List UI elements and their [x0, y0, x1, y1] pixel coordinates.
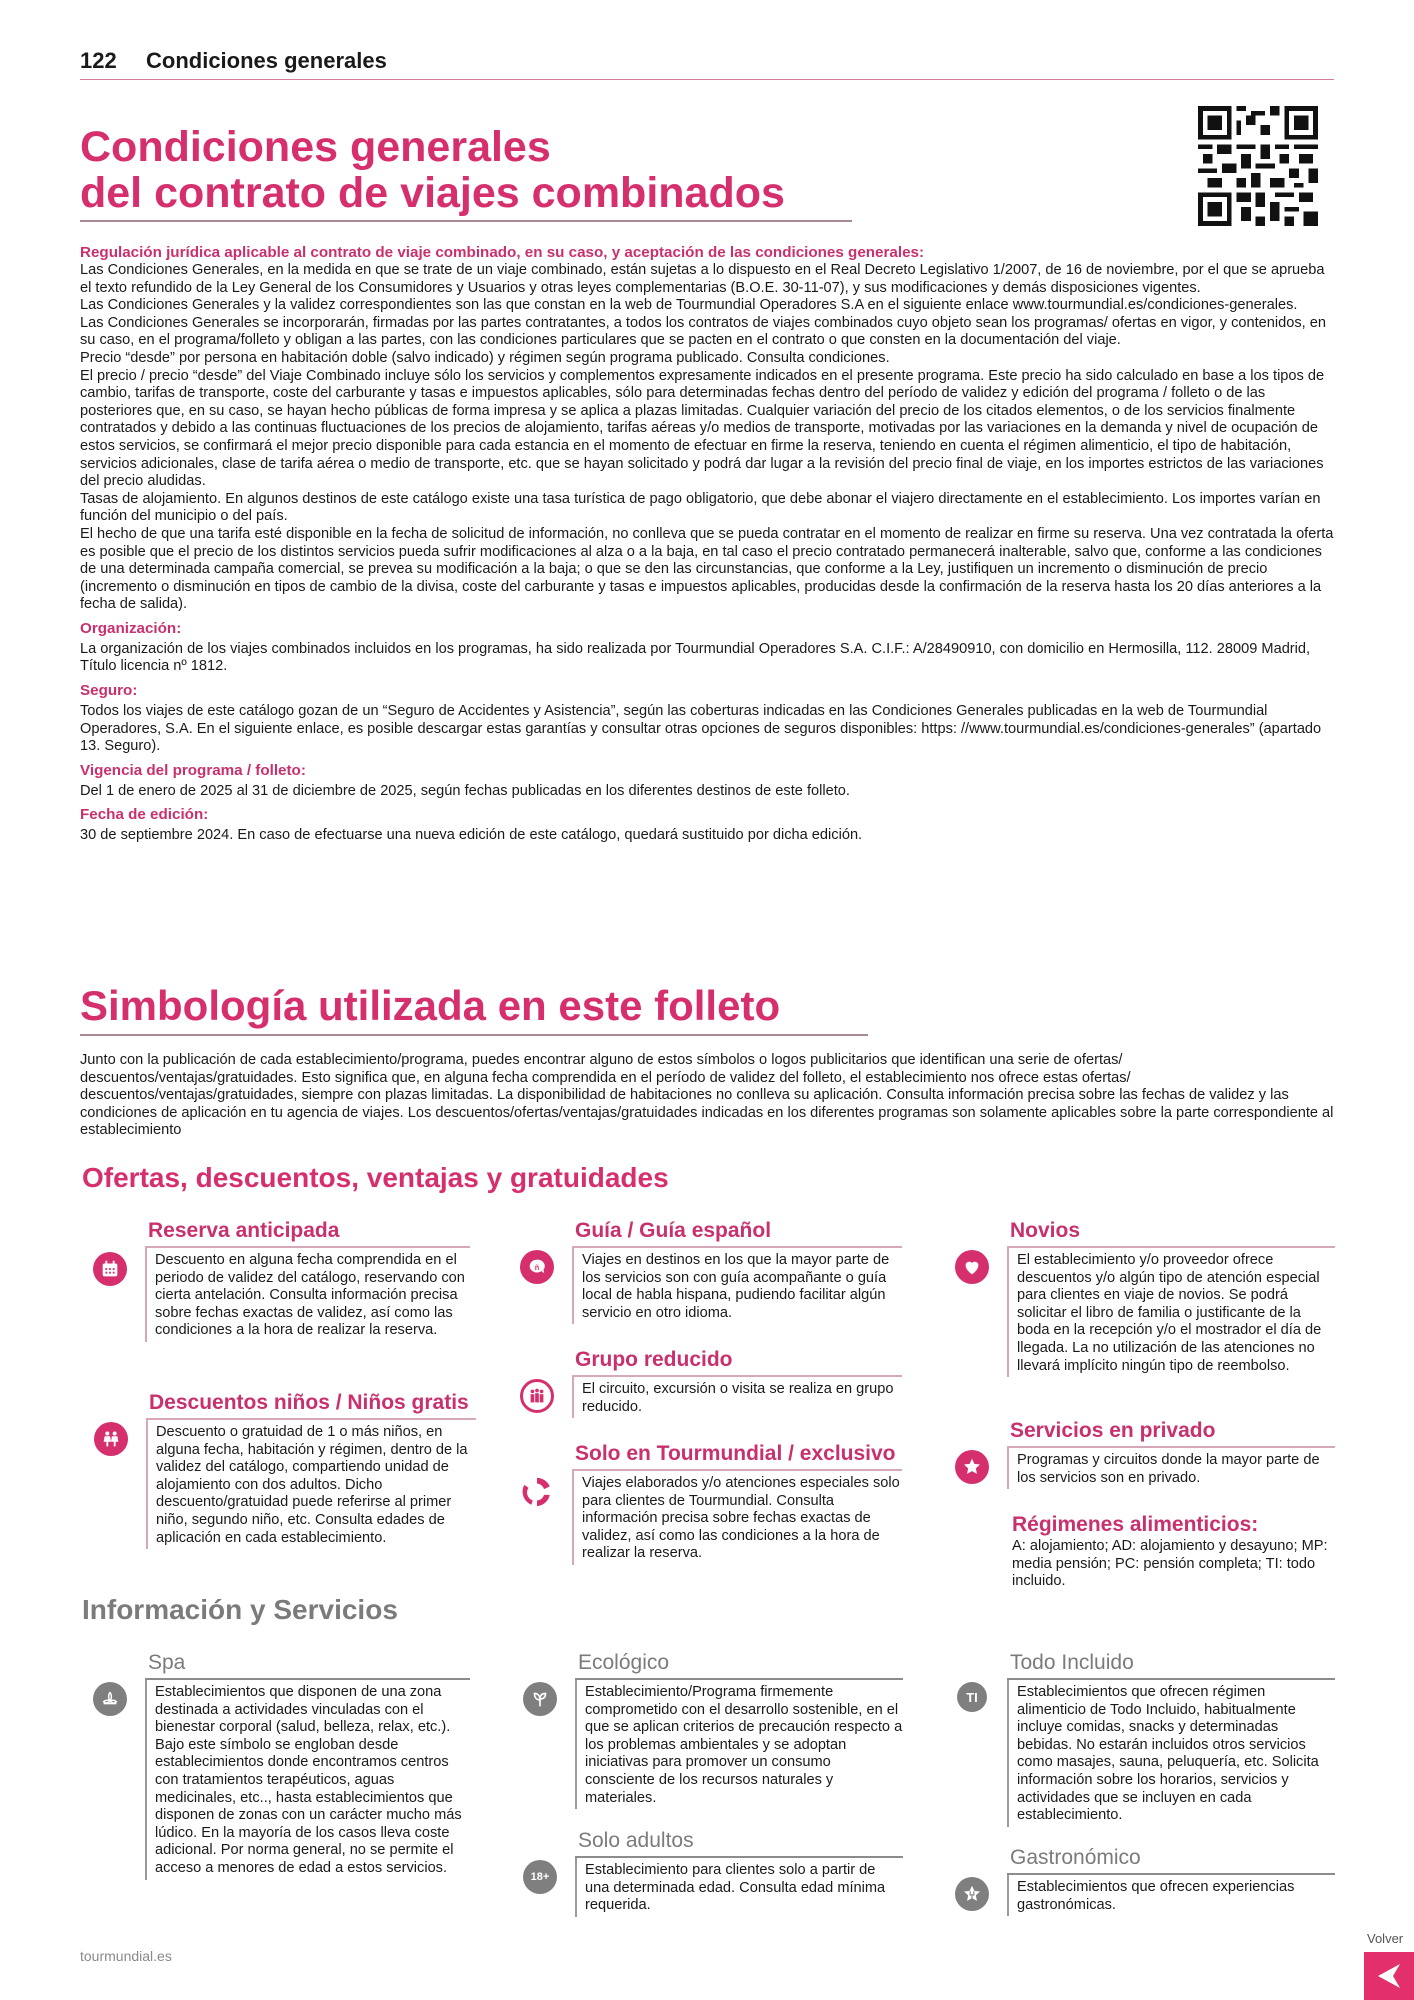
back-button[interactable] — [1364, 1952, 1414, 2000]
offer-grupo-reducido — [572, 1347, 902, 1418]
offer-text: El circuito, excursión o visita se realiza en grupo reducido. — [572, 1377, 902, 1418]
star-icon — [955, 1450, 989, 1484]
footer-site-link[interactable]: tourmundial.es — [80, 1948, 172, 1964]
spanish-guide-icon — [520, 1250, 554, 1284]
info-ecologico — [575, 1650, 903, 1809]
offer-text: Descuento o gratuidad de 1 o más niños, en alguna fecha, habitación y régimen, dentro de la validez del catálogo, compartiendo unidad de alojamiento con dos adultos. Dicho descuento/gratuidad puede referirse al primer niño, segundo niño, etc. Consulta edades de aplicación en cada establecimiento. — [146, 1420, 476, 1549]
regulation-heading: Regulación jurídica aplicable al contrato de viaje combinado, en su caso, y aceptación de las condiciones generales: — [80, 244, 925, 261]
offer-reserva-anticipada — [145, 1218, 470, 1342]
adults-only-icon: 18+ — [523, 1860, 557, 1894]
regulation-paragraph: El precio / precio “desde” del Viaje Combinado incluye sólo los servicios y complementos expresamente indicados en el presente programa. Este precio ha sido calculado en base a los tipos de cambio, tarifas de transporte, coste del carburante y tasas e impuestos aplicables, sólo para determinadas fechas dentro del período de validez y edición del programa / folleto o de las posteriores que, en su caso, se hayan hecho públicas de forma impresa y se aplica a plazas limitadas. Cualquier variación del precio de los citados elementos, o de los servicios finalmente contratados y debido a las continuas fluctuaciones de los precios de alojamiento, tarifas aéreas y/o medios de transporte, motivadas por las variaciones en la demanda y nivel de ocupación de estos servicios, se confirmará el mejor precio disponible para cada estancia en el momento de efectuar en firme la reserva, teniendo en cuenta el régimen alimenticio, el tipo de habitación, servicios adicionales, clase de tarifa aérea o medio de transporte, etc. que se hayan solicitado y podrá dar lugar a la revisión del precio final de viaje, en los importes estrictos de las variaciones del precio aludidas. — [80, 367, 1325, 490]
section-title: Condiciones generales — [146, 48, 387, 73]
qr-code-icon[interactable] — [1198, 106, 1318, 226]
edition-heading: Fecha de edición: — [80, 806, 209, 824]
insurance-text: Todos los viajes de este catálogo gozan de un “Seguro de Accidentes y Asistencia”, según las coberturas indicadas en las Condiciones Generales publicadas en la web de Tourmundial Operadores, S.A. En el siguiente enlace, es posible descargar estas garantías y consultar otras opciones de seguros disponibles: https: //www.tourmundial.es/condiciones-generales” (apartado 13. Seguro). — [80, 703, 1322, 755]
back-arrow-icon — [1376, 1962, 1402, 1990]
regulation-paragraph: Las Condiciones Generales se incorporarán, firmadas por las partes contratantes, a todos los contratos de viajes combinados cuyo objeto sean los programas/ ofertas en vigor, y contenidos, en su caso, en el programa/folleto y obligan a las partes, con las condiciones particulares que se pacten en el contrato o que consten en la documentación del viaje. — [80, 314, 1327, 349]
svg-text:ñ: ñ — [534, 1262, 540, 1272]
offer-text: El establecimiento y/o proveedor ofrece descuentos y/o algún tipo de atención especial para clientes en viaje de novios. Se podrá solicitar el libro de familia o justificante de la boda en la recepción y/o el mostrador el día de llegada. La no utilización de las atenciones no llevará implícito ningún tipo de reembolso. — [1007, 1248, 1335, 1377]
page-header — [80, 48, 1334, 80]
offers-section-title: Ofertas, descuentos, ventajas y gratuidades — [82, 1162, 669, 1193]
small-group-icon — [520, 1379, 554, 1413]
offer-title: Guía / Guía español — [575, 1219, 772, 1242]
gastronomy-star-icon — [955, 1877, 989, 1911]
offer-title: Reserva anticipada — [148, 1219, 340, 1242]
validity-text: Del 1 de enero de 2025 al 31 de diciembre de 2025, según fechas publicadas en los diferentes destinos de este folleto. — [80, 782, 850, 799]
symbology-title: Simbología utilizada en este folleto — [80, 980, 868, 1036]
info-text: Establecimientos que ofrecen experiencias gastronómicas. — [1007, 1875, 1335, 1916]
offer-title: Novios — [1010, 1219, 1081, 1242]
tourmundial-exclusive-icon — [520, 1475, 554, 1509]
meal-plans-title: Régimenes alimenticios: — [1012, 1513, 1259, 1536]
info-spa — [145, 1650, 470, 1880]
offer-descuentos-ninos — [146, 1390, 476, 1549]
info-text: Establecimientos que ofrecen régimen alimenticio de Todo Incluido, habitualmente incluye comidas, snacks y determinadas bebidas. No estarán incluidos otros servicios como masajes, sauna, peluquería, etc. Solicita información sobre los horarios, servicios y actividades que se incluyen en cada establecimiento. — [1007, 1680, 1335, 1827]
children-icon — [94, 1422, 128, 1456]
regulation-paragraph: Las Condiciones Generales, en la medida en que se trate de un viaje combinado, están sujetas a lo dispuesto en el Real Decreto Legislativo 1/2007, de 16 de noviembre, por el que se aprueba el texto refundido de la Ley General de los Consumidores y Usuarios y otras leyes complementarias (B.O.E. 30-11-07), y sus modificaciones y demás disposiciones vigentes. — [80, 262, 1325, 296]
offer-guia-espanol — [534, 1218, 902, 1324]
offer-text: Viajes elaborados y/o atenciones especiales solo para clientes de Tourmundial. Consulta información precisa sobre fechas exactas de validez, así como las condiciones a la hora de realizar la reserva. — [572, 1471, 902, 1565]
heart-icon — [955, 1250, 989, 1284]
lotus-icon — [93, 1682, 127, 1716]
insurance-heading: Seguro: — [80, 682, 138, 700]
page-title-line-1: Condiciones generales — [80, 123, 551, 171]
page-number: 122 — [80, 48, 117, 73]
info-todo-incluido — [966, 1650, 1335, 1827]
offer-title: Solo en Tourmundial / exclusivo — [575, 1442, 896, 1465]
regulation-paragraph: Precio “desde” por persona en habitación doble (salvo indicado) y régimen según programa publicado. Consulta condiciones. — [80, 349, 890, 366]
regulation-paragraph: El hecho de que una tarifa esté disponible en la fecha de solicitud de información, no conlleva que se pueda contratar en el momento de realizar en firme su reserva. Una vez contratada la oferta es posible que el precio de los distintos servicios pueda sufrir modificaciones al alza o a la baja, en tal caso el precio contratado permanecerá inalterable, salvo que, conforme a las condiciones de una determinada campaña comercial, se prevea su modificación a la baja; o que se den las circunstancias, que conforme a la Ley, justifiquen un incremento o disminución de precio (incremento o disminución en tipos de cambio de la divisa, coste del carburante y tasas e impuestos aplicables, producidas desde la confirmación de la reserva hasta los 20 días anteriores a la fecha de salida). — [80, 525, 1334, 613]
info-text: Establecimiento para clientes solo a partir de una determinada edad. Consulta edad mínima requerida. — [575, 1858, 903, 1917]
offer-solo-tourmundial — [572, 1441, 902, 1565]
offer-text: Descuento en alguna fecha comprendida en el periodo de validez del catálogo, reservando con cierta antelación. Consulta información precisa sobre fechas exactas de validez, así como las condiciones a la hora de realizar la reserva. — [145, 1248, 470, 1342]
organization-text: La organización de los viajes combinados incluidos en los programas, ha sido realizada por Tourmundial Operadores S.A. C.I.F.: A/28490910, con domicilio en Hermosilla, 112. 28009 Madrid, Título licencia nº 1812. — [80, 640, 1311, 675]
info-text: Establecimiento/Programa firmemente comprometido con el desarrollo sostenible, en el que se aplican criterios de precaución respecto a los problemas ambientales y se adoptan iniciativas para promover un consumo consciente de los recursos naturales y materiales. — [575, 1680, 903, 1809]
all-inclusive-icon: TI — [957, 1682, 987, 1712]
info-text: Establecimientos que disponen de una zona destinada a actividades vinculadas con el bienestar corporal (salud, belleza, relax, etc.). Bajo este símbolo se engloban desde establecimientos donde encontramos centros con tratamientos terapéuticos, aguas medicinales, etc.., hasta establecimientos que disponen de zonas con un carácter mucho más lúdico. En la mayoría de los casos lleva coste adicional. Por norma general, no se permite el acceso a menores de edad a estos servicios. — [145, 1680, 470, 1880]
offer-title: Grupo reducido — [575, 1348, 733, 1371]
info-title: Gastronómico — [1010, 1846, 1141, 1869]
validity-heading: Vigencia del programa / folleto: — [80, 761, 306, 779]
info-solo-adultos — [530, 1828, 903, 1917]
info-title: Todo Incluido — [1010, 1651, 1134, 1674]
regulation-paragraph: Tasas de alojamiento. En algunos destinos de este catálogo existe una tasa turística de pago obligatorio, que debe abonar el viajero directamente en el establecimiento. Los importes varían en función del municipio o del país. — [80, 490, 1321, 525]
edition-text: 30 de septiembre 2024. En caso de efectuarse una nueva edición de este catálogo, quedará sustituido por dicha edición. — [80, 827, 863, 844]
leaf-icon — [523, 1682, 557, 1716]
offer-text: Viajes en destinos en los que la mayor parte de los servicios son con guía acompañante o guía local de habla hispana, pudiendo facilitar algún servicio en otro idioma. — [572, 1248, 902, 1324]
symbology-intro: Junto con la publicación de cada establecimiento/programa, puedes encontrar alguno de estos símbolos o logos publicitarios que identifican una serie de ofertas/ descuentos/ventajas/gratuidades. Esto significa que, en alguna fecha comprendida en el período de validez del folleto, el establecimiento nos ofrece estas ofertas/ descuentos/ventajas/gratuidades, siempre con plazas limitadas. La disponibilidad de habitaciones no conlleva su aplicación. Consulta información precisa sobre las fechas de validez y las condiciones de aplicación en tu agencia de viajes. Los descuentos/ofertas/ventajas/gratuidades indicadas en los diferentes programas son solamente aplicables sobre la parte correspondiente al establecimiento — [80, 1052, 1334, 1139]
regulation-paragraph: Las Condiciones Generales y la validez correspondientes son las que constan en la web de Tourmundial Operadores S.A en el siguiente enlace www.tourmundial.es/condiciones-generales. — [80, 297, 1298, 314]
offer-novios — [1007, 1218, 1335, 1377]
legal-conditions — [80, 244, 1338, 847]
back-label: Volver — [1367, 1931, 1404, 1946]
meal-plans — [1012, 1512, 1342, 1591]
page-title-line-2: del contrato de viajes combinados — [80, 169, 785, 217]
offer-title: Servicios en privado — [1010, 1419, 1216, 1442]
offer-title: Descuentos niños / Niños gratis — [149, 1391, 469, 1414]
calendar-icon — [93, 1252, 127, 1286]
info-gastronomico — [1007, 1845, 1335, 1916]
info-section-title: Información y Servicios — [82, 1594, 398, 1625]
info-title: Spa — [148, 1651, 186, 1674]
offer-text: Programas y circuitos donde la mayor parte de los servicios son en privado. — [1007, 1448, 1335, 1489]
page-title — [80, 124, 852, 222]
offer-servicios-privado — [1007, 1418, 1335, 1489]
organization-heading: Organización: — [80, 619, 182, 637]
info-title: Ecológico — [578, 1651, 670, 1674]
info-title: Solo adultos — [578, 1829, 694, 1852]
meal-plans-text: A: alojamiento; AD: alojamiento y desayuno; MP: media pensión; PC: pensión completa; TI: todo incluido. — [1012, 1538, 1328, 1590]
